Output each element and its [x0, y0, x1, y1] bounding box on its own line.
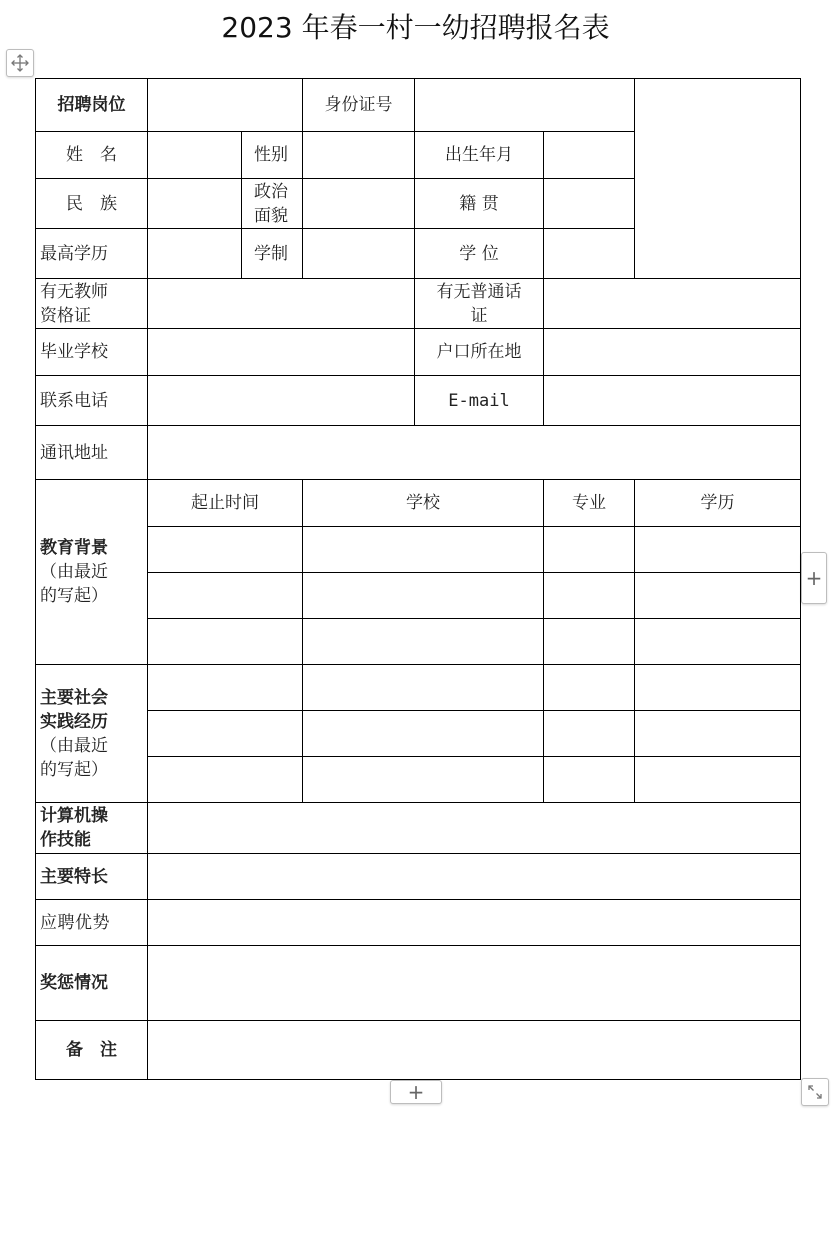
native-place-input-cell[interactable]	[544, 179, 635, 229]
photo-cell[interactable]	[635, 79, 801, 279]
practice-major-cell[interactable]	[544, 665, 635, 711]
ethnicity-label: 民 族	[36, 179, 148, 229]
native-place-label: 籍 贯	[415, 179, 544, 229]
practice-period-cell[interactable]	[148, 665, 303, 711]
hukou-label: 户口所在地	[415, 329, 544, 376]
rewards-input-cell[interactable]	[148, 946, 801, 1021]
study-years-label: 学制	[242, 229, 303, 279]
education-background-note1: （由最近	[40, 562, 108, 582]
plus-icon: +	[407, 1080, 425, 1104]
edu-major-cell[interactable]	[544, 527, 635, 573]
gender-input-cell[interactable]	[303, 132, 415, 179]
political-status-label	[242, 179, 303, 229]
address-label: 通讯地址	[36, 426, 148, 480]
rewards-label: 奖惩情况	[36, 946, 148, 1021]
birth-label: 出生年月	[415, 132, 544, 179]
edu-degree-cell[interactable]	[635, 573, 801, 619]
mandarin-cert-line1: 有无普通话	[436, 281, 522, 302]
edu-major-cell[interactable]	[544, 573, 635, 619]
specialty-input-cell[interactable]	[148, 854, 801, 900]
remarks-label: 备 注	[36, 1021, 148, 1080]
edu-degree-cell[interactable]	[635, 527, 801, 573]
social-practice-note2: 的写起）	[40, 759, 108, 780]
mandarin-cert-line2: 证	[470, 305, 488, 326]
specialty-label: 主要特长	[36, 854, 148, 900]
teacher-cert-line2: 资格证	[40, 305, 91, 326]
application-form-table	[35, 78, 801, 1080]
advantage-label: 应聘优势	[36, 900, 148, 946]
gender-label: 性别	[242, 132, 303, 179]
political-status-input-cell[interactable]	[303, 179, 415, 229]
add-column-button[interactable]	[801, 552, 827, 604]
edu-school-cell[interactable]	[303, 573, 544, 619]
social-practice-title1: 主要社会	[40, 687, 108, 708]
education-level-input-cell[interactable]	[148, 229, 242, 279]
mandarin-cert-input-cell[interactable]	[544, 279, 801, 329]
id-number-input-cell[interactable]	[415, 79, 635, 132]
mandarin-cert-label	[415, 279, 544, 329]
address-input-cell[interactable]	[148, 426, 801, 480]
ethnicity-input-cell[interactable]	[148, 179, 242, 229]
col-major-header: 专业	[544, 480, 635, 527]
table-move-handle[interactable]	[6, 49, 34, 77]
social-practice-label	[36, 665, 148, 803]
position-input-cell[interactable]	[148, 79, 303, 132]
computer-skills-label	[36, 803, 148, 854]
graduated-school-input-cell[interactable]	[148, 329, 415, 376]
diagonal-resize-icon	[806, 1083, 824, 1101]
education-background-note2: 的写起）	[40, 586, 108, 606]
edu-period-cell[interactable]	[148, 527, 303, 573]
edu-period-cell[interactable]	[148, 573, 303, 619]
teacher-cert-line1: 有无教师	[40, 281, 108, 302]
teacher-cert-label	[36, 279, 148, 329]
practice-school-cell[interactable]	[303, 711, 544, 757]
political-status-line2: 面貌	[254, 205, 288, 226]
practice-school-cell[interactable]	[303, 665, 544, 711]
remarks-input-cell[interactable]	[148, 1021, 801, 1080]
table-resize-handle[interactable]	[801, 1078, 829, 1106]
degree-input-cell[interactable]	[544, 229, 635, 279]
email-label: E-mail	[415, 376, 544, 426]
practice-school-cell[interactable]	[303, 757, 544, 803]
practice-major-cell[interactable]	[544, 711, 635, 757]
email-input-cell[interactable]	[544, 376, 801, 426]
edu-school-cell[interactable]	[303, 619, 544, 665]
phone-label: 联系电话	[36, 376, 148, 426]
education-background-title: 教育背景	[40, 538, 108, 558]
practice-degree-cell[interactable]	[635, 711, 801, 757]
practice-degree-cell[interactable]	[635, 757, 801, 803]
name-label: 姓 名	[36, 132, 148, 179]
social-practice-title2: 实践经历	[40, 711, 108, 732]
political-status-line1: 政治	[254, 181, 288, 202]
phone-input-cell[interactable]	[148, 376, 415, 426]
computer-skills-input-cell[interactable]	[148, 803, 801, 854]
col-school-header: 学校	[303, 480, 544, 527]
social-practice-note1: （由最近	[40, 735, 108, 756]
page-title: 2023 年春一村一幼招聘报名表	[221, 11, 610, 44]
study-years-input-cell[interactable]	[303, 229, 415, 279]
computer-skills-line1: 计算机操	[40, 806, 108, 826]
position-label: 招聘岗位	[36, 79, 148, 132]
graduated-school-label: 毕业学校	[36, 329, 148, 376]
move-cross-icon	[10, 53, 30, 73]
edu-major-cell[interactable]	[544, 619, 635, 665]
add-row-button[interactable]	[390, 1080, 442, 1104]
practice-period-cell[interactable]	[148, 757, 303, 803]
degree-label: 学 位	[415, 229, 544, 279]
name-input-cell[interactable]	[148, 132, 242, 179]
edu-period-cell[interactable]	[148, 619, 303, 665]
advantage-input-cell[interactable]	[148, 900, 801, 946]
education-level-label: 最高学历	[36, 229, 148, 279]
edu-degree-cell[interactable]	[635, 619, 801, 665]
col-period-header: 起止时间	[148, 480, 303, 527]
edu-school-cell[interactable]	[303, 527, 544, 573]
birth-input-cell[interactable]	[544, 132, 635, 179]
id-number-label: 身份证号	[303, 79, 415, 132]
practice-major-cell[interactable]	[544, 757, 635, 803]
practice-period-cell[interactable]	[148, 711, 303, 757]
education-background-label	[36, 480, 148, 665]
practice-degree-cell[interactable]	[635, 665, 801, 711]
plus-icon: +	[805, 566, 823, 590]
col-degree-header: 学历	[635, 480, 801, 527]
computer-skills-line2: 作技能	[40, 830, 91, 850]
teacher-cert-input-cell[interactable]	[148, 279, 415, 329]
hukou-input-cell[interactable]	[544, 329, 801, 376]
